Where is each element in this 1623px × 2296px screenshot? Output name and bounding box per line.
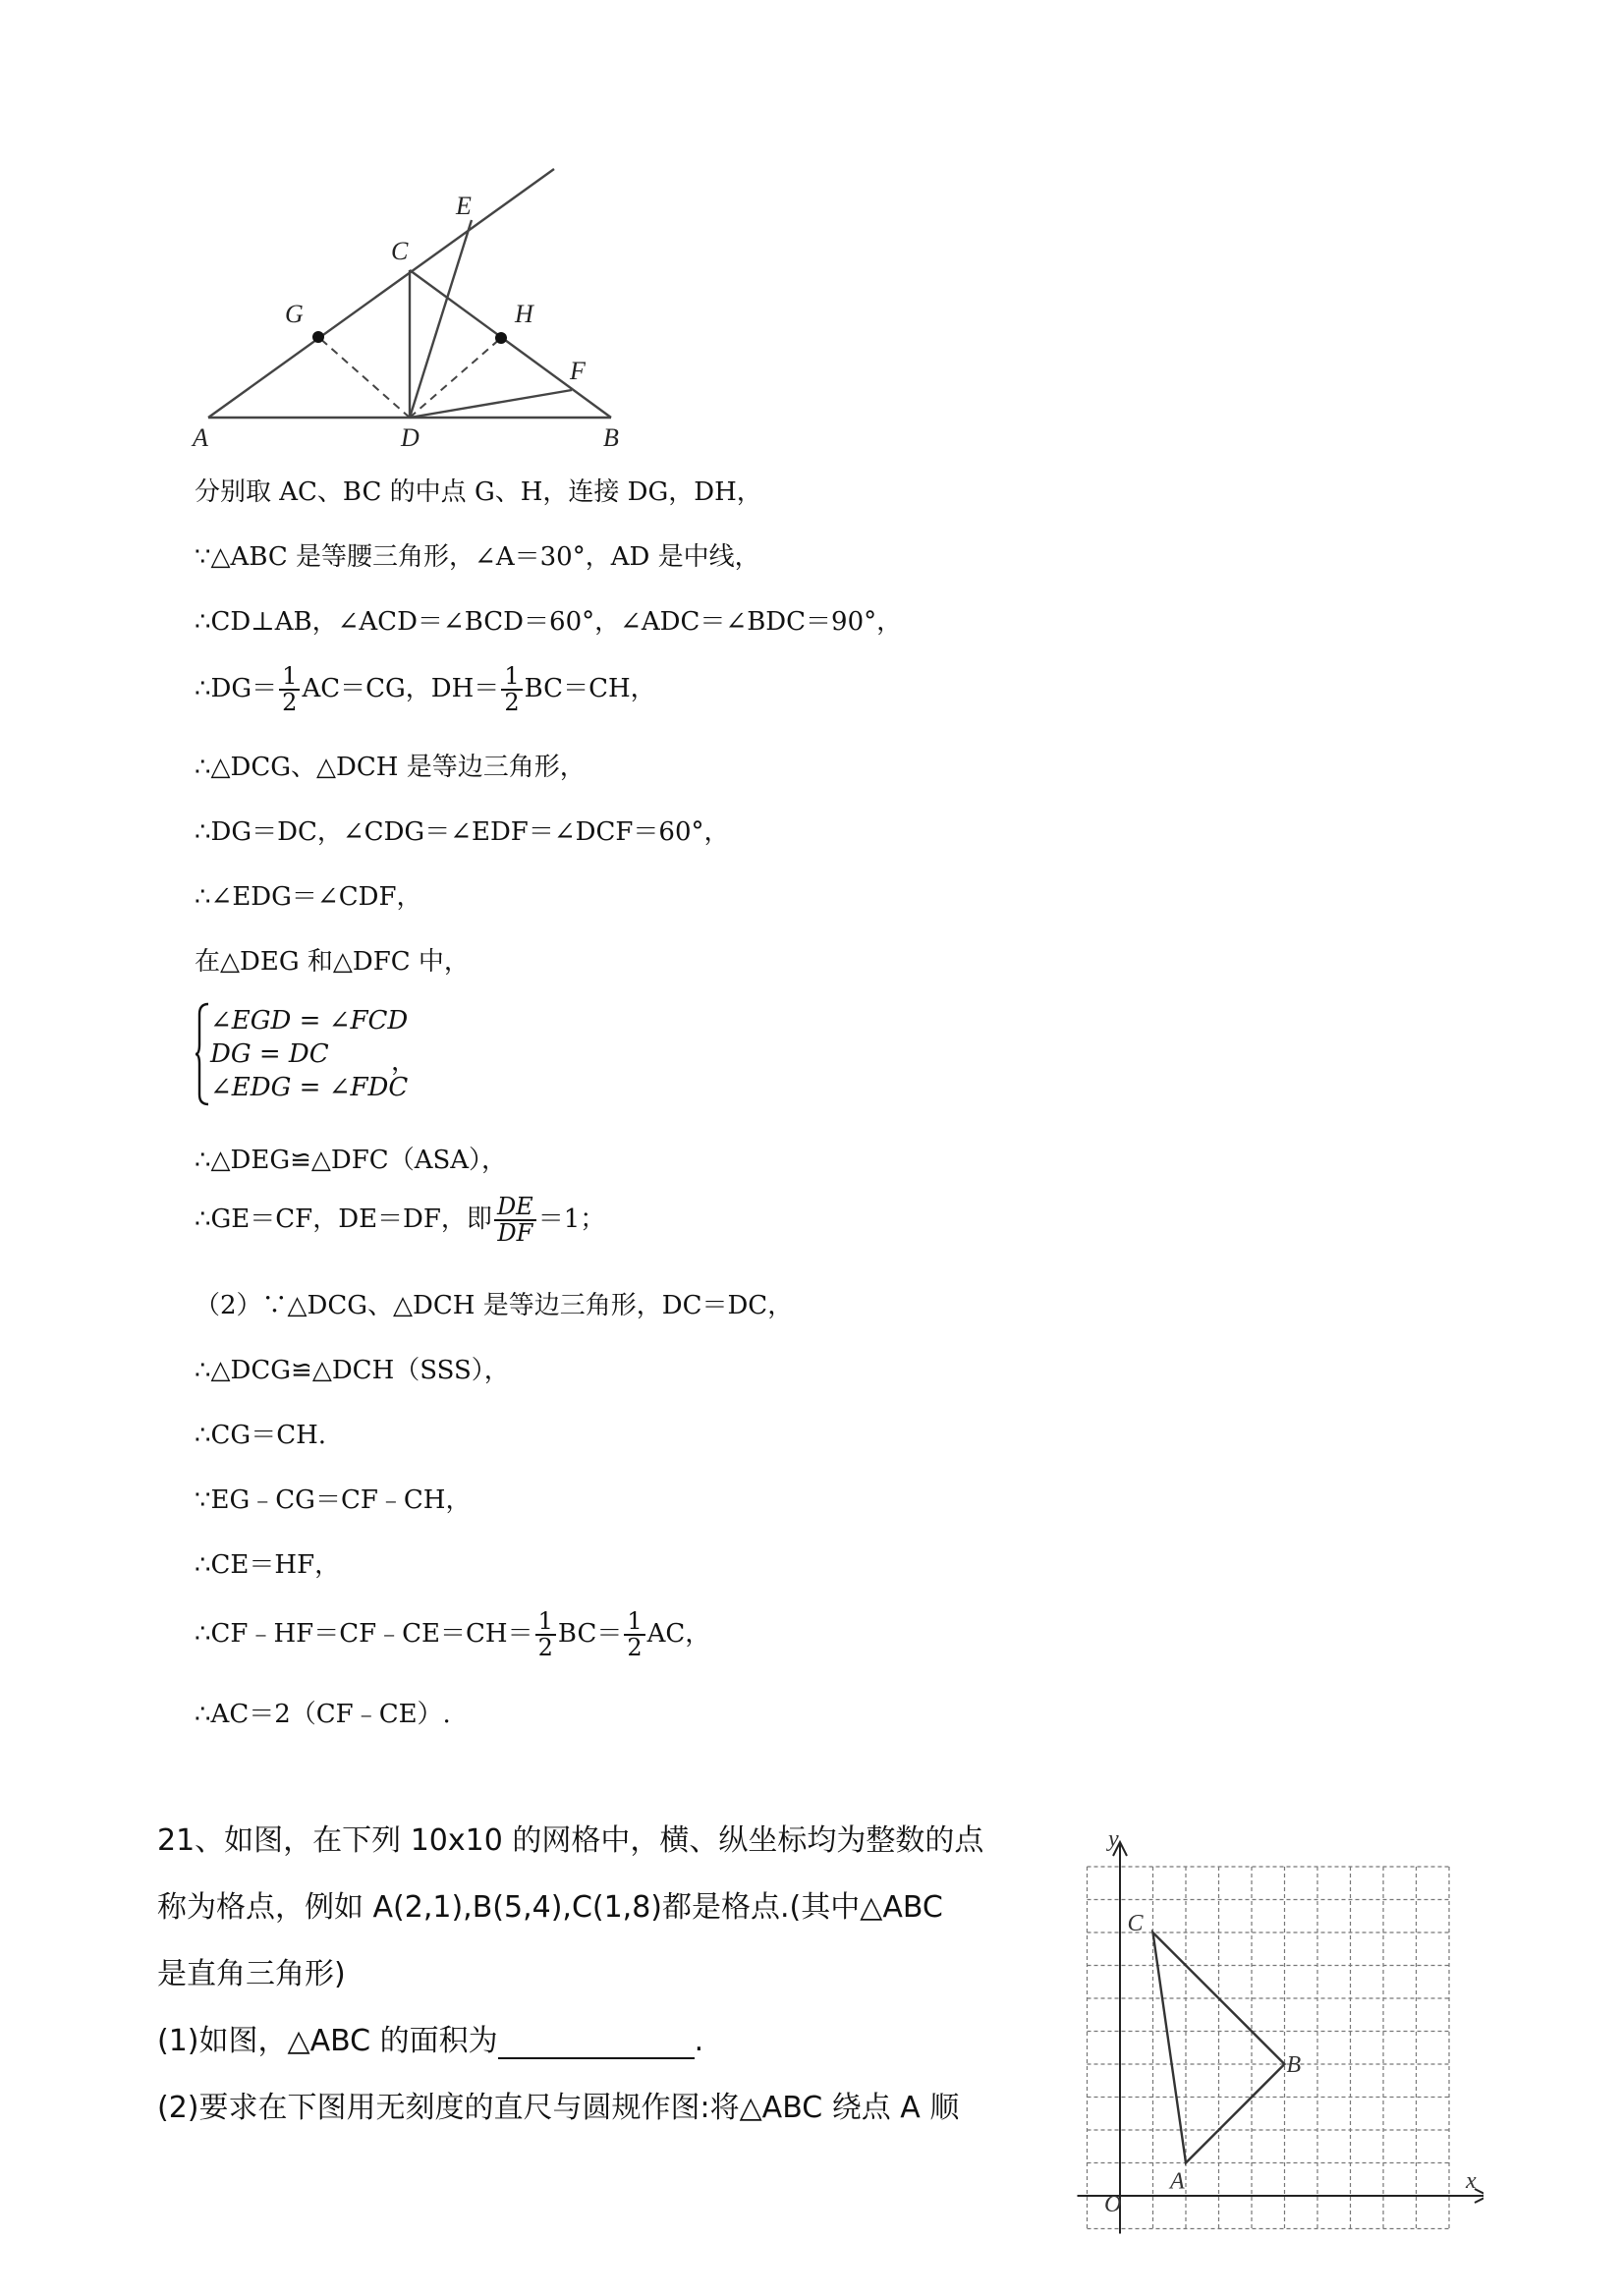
axes (1078, 1842, 1484, 2234)
question-21-line-3: 是直角三角形) (157, 1957, 346, 1991)
proof-line-10-tail: ＝1； (537, 1204, 606, 1235)
proof-line-7: ∴∠EDG＝∠CDF， (195, 882, 422, 912)
point-c-label: C (1127, 1911, 1144, 1936)
system-row-3: ∠EDG = ∠FDC (210, 1073, 409, 1102)
fraction-half: $\frac{1}{2}$ (624, 1609, 644, 1660)
proof-line-4-mid: AC＝CG，DH＝ (302, 674, 500, 704)
label-b: B (603, 423, 619, 452)
point-a-label: A (1170, 2168, 1185, 2195)
question-21-line-4 (157, 2016, 703, 2059)
proof-line-3: ∴CD⊥AB，∠ACD＝∠BCD＝60°，∠ADC＝∠BDC＝90°， (195, 607, 903, 637)
proof-line-10-head: ∴GE＝CF，DE＝DF，即 (195, 1204, 492, 1235)
segment-dg (318, 337, 410, 418)
proof-line-16-tail: AC， (646, 1619, 711, 1650)
proof-line-11: （2）∵△DCG、△DCH 是等边三角形，DC＝DC， (195, 1291, 794, 1320)
segment-df (410, 390, 572, 418)
left-brace (195, 1000, 210, 1108)
label-c: C (391, 237, 409, 265)
axis-x-label: x (1466, 2168, 1477, 2194)
point-b-label: B (1286, 2052, 1302, 2078)
proof-line-12: ∴△DCG≌△DCH（SSS）， (195, 1356, 510, 1385)
system-comma: ， (391, 1047, 418, 1077)
proof-line-13: ∴CG＝CH. (195, 1421, 327, 1450)
proof-line-15: ∴CE＝HF， (195, 1550, 341, 1580)
proof-line-14: ∵EG﹣CG＝CF﹣CH， (195, 1485, 472, 1515)
proof-line-16-mid: BC＝ (557, 1619, 623, 1650)
coordinate-grid-figure (1071, 1822, 1483, 2235)
question-21-line-2: 称为格点，例如 A(2,1),B(5,4),C(1,8)都是格点.(其中△ABC (157, 1890, 943, 1925)
proof-line-4-tail: BC＝CH， (524, 674, 656, 704)
label-h: H (515, 300, 533, 328)
fraction-half: $\frac{1}{2}$ (501, 664, 522, 715)
answer-blank[interactable] (498, 2030, 695, 2059)
axis-y-label: y (1108, 1826, 1119, 1852)
proof-line-16-head: ∴CF﹣HF＝CF﹣CE＝CH＝ (195, 1619, 533, 1650)
fraction-half: $\frac{1}{2}$ (279, 664, 300, 715)
fraction-de-df: $\frac{DE}{DF}$ (494, 1195, 536, 1246)
system-row-1: ∠EGD = ∠FCD (210, 1006, 409, 1036)
proof-line-2: ∵△ABC 是等腰三角形，∠A＝30°，AD 是中线， (195, 542, 760, 572)
segment-cb (410, 270, 611, 418)
origin-label: O (1104, 2192, 1122, 2217)
system-row-2: DG = DC (210, 1039, 329, 1069)
question-21-line-5: (2)要求在下图用无刻度的直尺与圆规作图:将△ABC 绕点 A 顺 (157, 2091, 960, 2125)
point-h (495, 332, 507, 344)
congruence-system (195, 1000, 489, 1108)
point-g (312, 331, 324, 343)
proof-line-4 (195, 662, 656, 717)
question-21-part1-text: (1)如图，△ABC 的面积为 (157, 2024, 498, 2058)
proof-line-9: ∴△DEG≌△DFC（ASA）， (195, 1146, 508, 1175)
question-21-period: . (694, 2024, 704, 2058)
proof-line-4-head: ∴DG＝ (195, 674, 278, 704)
proof-line-10 (195, 1193, 606, 1248)
label-d: D (401, 423, 420, 452)
label-f: F (570, 357, 586, 385)
proof-line-17: ∴AC＝2（CF﹣CE）. (195, 1700, 451, 1729)
geometry-figure (187, 157, 639, 452)
proof-line-6: ∴DG＝DC，∠CDG＝∠EDF＝∠DCF＝60°， (195, 817, 730, 847)
label-e: E (456, 192, 472, 220)
fraction-half: $\frac{1}{2}$ (535, 1609, 556, 1660)
label-a: A (193, 423, 208, 452)
ray-ac-extended (208, 169, 554, 418)
label-g: G (285, 300, 304, 328)
question-21-line-1: 21、如图，在下列 10x10 的网格中，横、纵坐标均为整数的点 (157, 1823, 984, 1858)
proof-line-5: ∴△DCG、△DCH 是等边三角形， (195, 753, 586, 782)
proof-line-16 (195, 1607, 711, 1662)
proof-line-1: 分别取 AC、BC 的中点 G、H，连接 DG，DH， (195, 477, 762, 507)
proof-line-8: 在△DEG 和△DFC 中， (195, 947, 470, 977)
